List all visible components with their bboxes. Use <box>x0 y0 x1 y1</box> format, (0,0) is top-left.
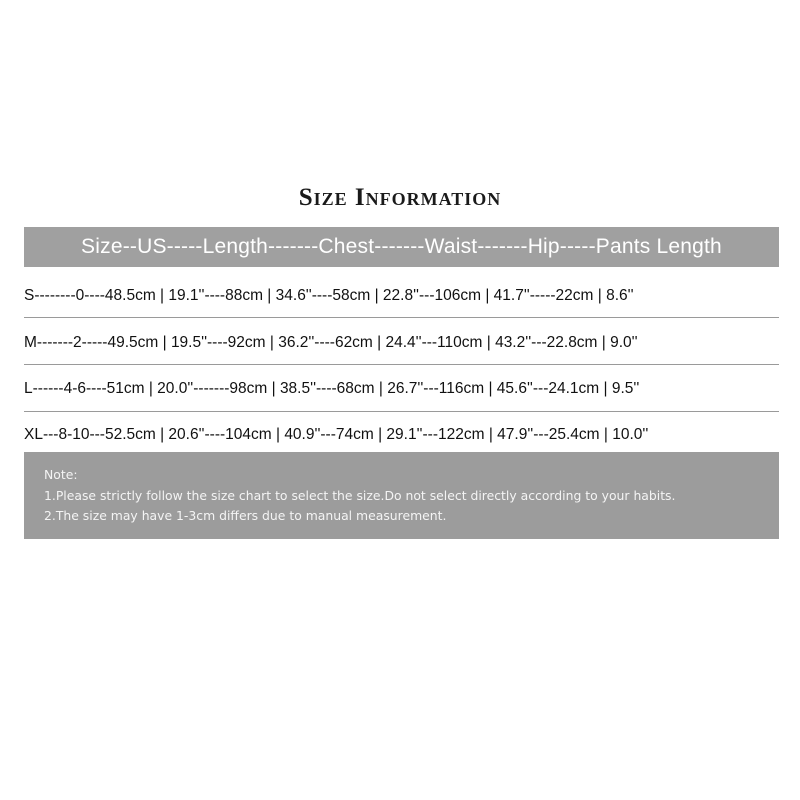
row-divider <box>24 411 779 412</box>
size-row-m: M-------2-----49.5cm | 19.5''----92cm | 36.2''----62cm | 24.4''---110cm | 43.2''---22.8cm | 9.0'' <box>24 334 638 351</box>
size-row-s: S--------0----48.5cm | 19.1''----88cm | 34.6''----58cm | 22.8''---106cm | 41.7''-----22cm | 8.6'' <box>24 287 634 304</box>
size-row-l: L------4-6----51cm | 20.0''-------98cm | 38.5''----68cm | 26.7''---116cm | 45.6''---24.1cm | 9.5'' <box>24 380 640 397</box>
note-line-2: 2.The size may have 1-3cm differs due to manual measurement. <box>44 508 447 523</box>
row-divider <box>24 317 779 318</box>
size-table-header <box>24 227 779 267</box>
size-row-xl: XL---8-10---52.5cm | 20.6''----104cm | 40.9''---74cm | 29.1''---122cm | 47.9''---25.4cm | 10.0'' <box>24 426 649 443</box>
row-divider <box>24 364 779 365</box>
page-title: Size Information <box>298 184 502 211</box>
note-heading: Note: <box>44 467 78 482</box>
note-line-1: 1.Please strictly follow the size chart to select the size.Do not select directly according to your habits. <box>44 487 676 503</box>
note-box <box>24 452 779 539</box>
size-table-header-text: Size--US-----Length-------Chest-------Waist-------Hip-----Pants Length <box>81 235 722 258</box>
